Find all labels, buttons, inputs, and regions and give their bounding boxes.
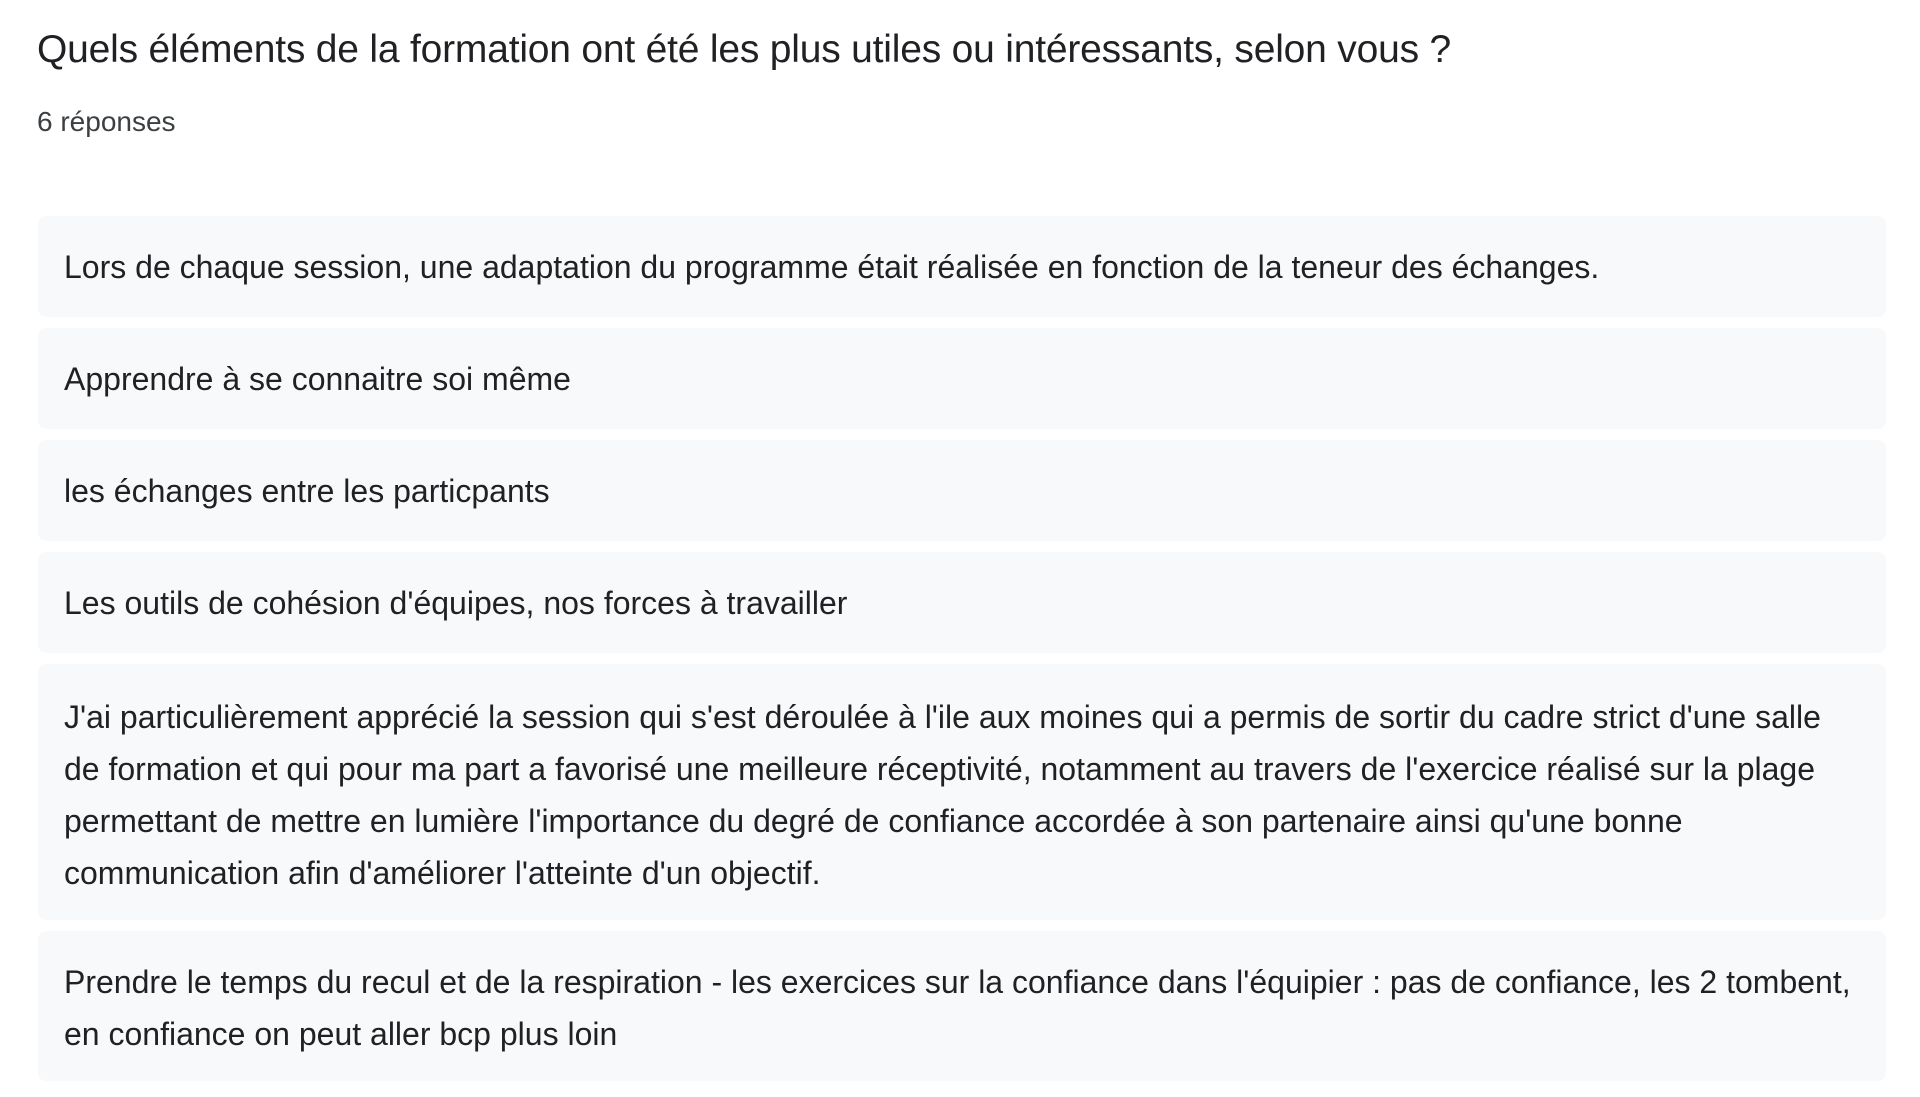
- response-text: Les outils de cohésion d'équipes, nos forces à travailler: [64, 584, 848, 621]
- response-text: Apprendre à se connaitre soi même: [64, 360, 571, 397]
- response-count: 6 réponses: [37, 106, 176, 137]
- response-item: [38, 664, 1886, 920]
- responses-list: [38, 216, 1886, 1092]
- response-item: [38, 931, 1886, 1081]
- response-text: Prendre le temps du recul et de la respiration - les exercices sur la confiance dans l'équipier : pas de confiance, les 2 tombent, en confiance on peut aller bcp plus loin: [64, 964, 1851, 1052]
- response-text: J'ai particulièrement apprécié la session qui s'est déroulée à l'ile aux moines qui a permis de sortir du cadre strict d'une salle de formation et qui pour ma part a favorisé une meilleure réceptivité, notamment au travers de l'exercice réalisé sur la plage permettant de mettre en lumière l'importance du degré de confiance accordée à son partenaire ainsi qu'une bonne communication afin d'améliorer l'atteinte d'un objectif.: [64, 699, 1821, 891]
- response-text: les échanges entre les particpants: [64, 472, 550, 509]
- response-item: [38, 440, 1886, 541]
- question-title: Quels éléments de la formation ont été les plus utiles ou intéressants, selon vous ?: [37, 28, 1451, 71]
- response-item: [38, 552, 1886, 653]
- response-text: Lors de chaque session, une adaptation du programme était réalisée en fonction de la teneur des échanges.: [64, 248, 1600, 285]
- response-item: [38, 216, 1886, 317]
- response-item: [38, 328, 1886, 429]
